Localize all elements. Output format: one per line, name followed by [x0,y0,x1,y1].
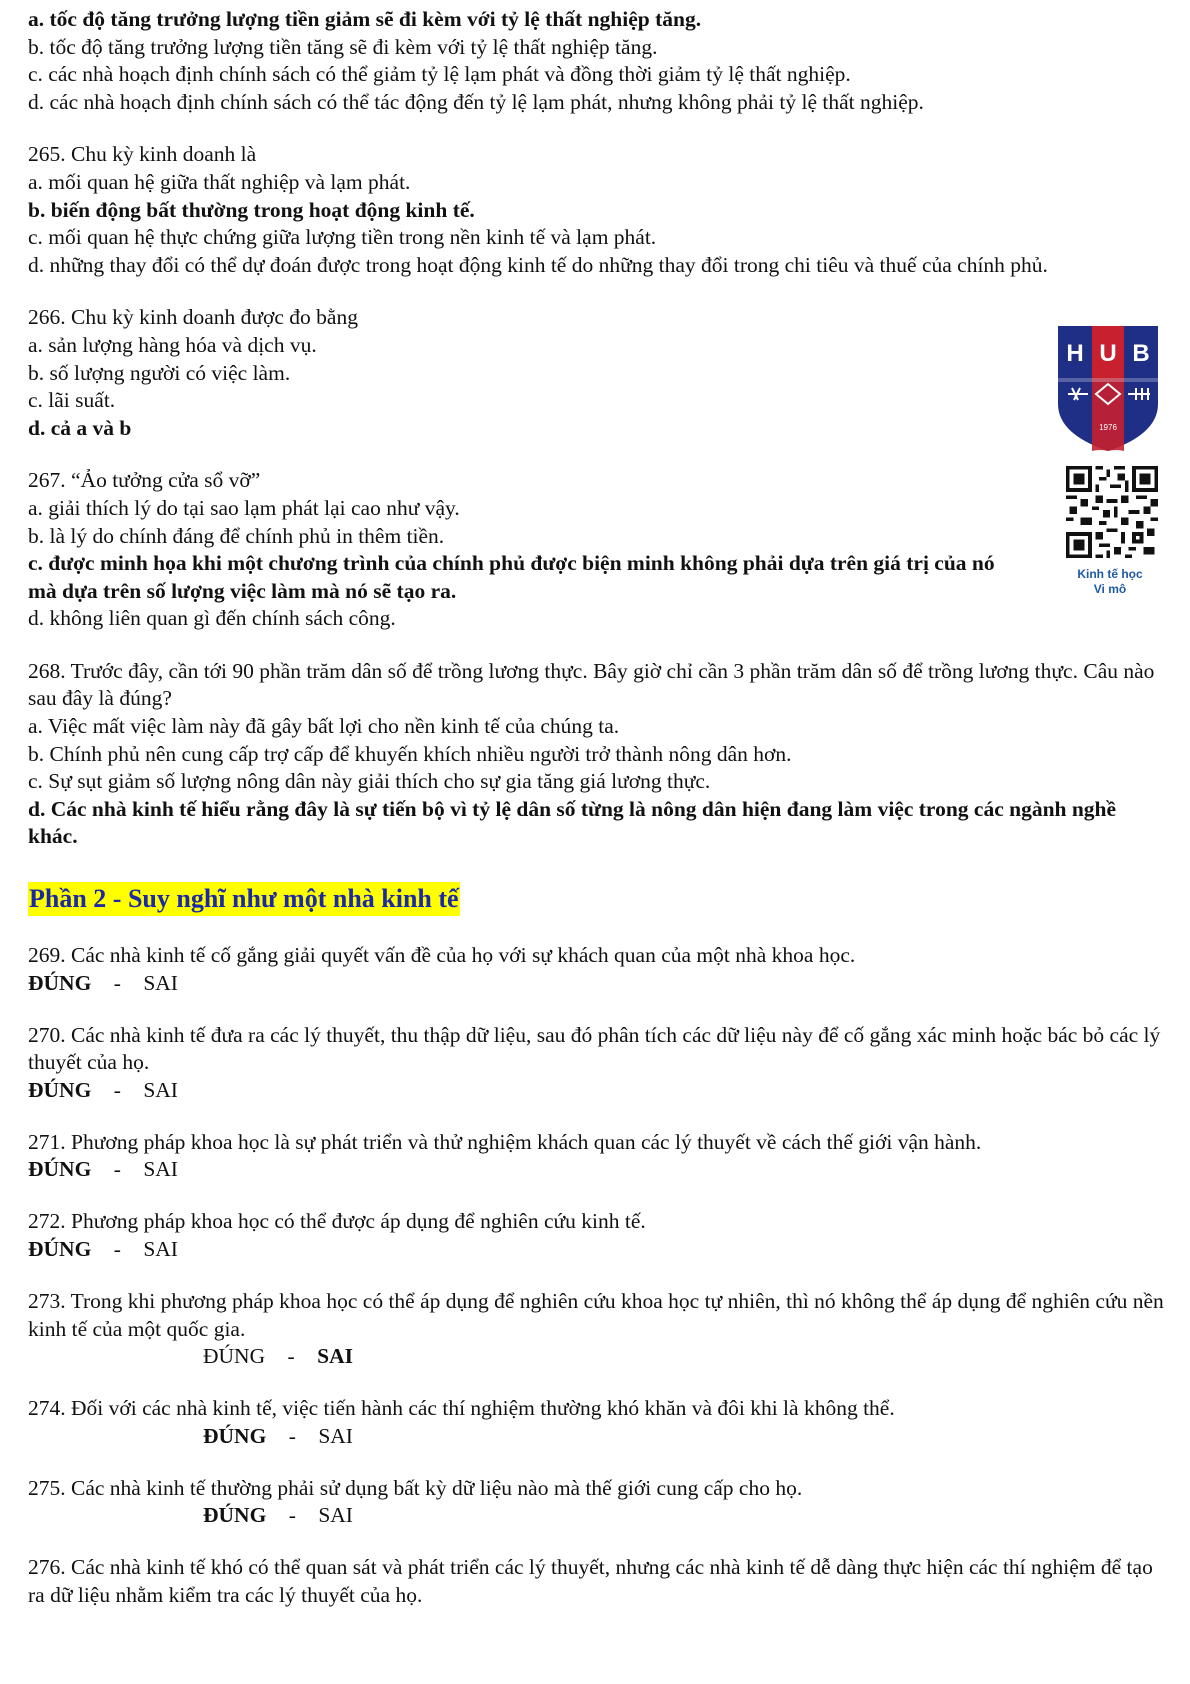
tf-answer-275 [28,1502,1168,1529]
q266-option-c: c. lãi suất. [28,388,116,413]
answer-true: ĐÚNG [203,1503,267,1528]
logo-letter-h: H [1066,340,1084,367]
tf-answer-274 [28,1423,1168,1450]
answer-false: SAI [143,1077,178,1102]
q268-option-b: b. Chính phủ nên cung cấp trợ cấp để khuyến khích nhiều người trở thành nông dân hơn. [28,741,792,766]
answer-true: ĐÚNG [28,1077,92,1102]
q265-question: 265. Chu kỳ kinh doanh là [28,142,257,167]
qr-code [1066,466,1158,558]
logo-caption-line2: Vi mô [1093,582,1127,596]
q267-option-c: c. được minh họa khi một chương trình của chính phủ được biện minh không phải dựa trên giá trị của nó mà dựa trên số lượng việc làm mà nó sẽ tạo ra. [28,551,995,603]
answer-dash: - [113,970,121,995]
q268-question: 268. Trước đây, cần tới 90 phần trăm dân số để trồng lương thực. Bây giờ chỉ cần 3 phần trăm dân số để trồng lương thực. Câu nào sau đây là đúng? [28,658,1155,711]
q266-question: 266. Chu kỳ kinh doanh được đo bằng [28,305,358,330]
answer-dash: - [288,1503,296,1528]
tf-question-276: 276. Các nhà kinh tế khó có thể quan sát và phát triển các lý thuyết, nhưng các nhà kinh tế dễ dàng thực hiện các thí nghiệm để tạo ra dữ liệu nhằm kiểm tra các lý thuyết của họ. [28,1555,1153,1607]
q267-option-b: b. là lý do chính đáng để chính phủ in thêm tiền. [28,523,445,548]
q264-option-a: a. tốc độ tăng trưởng lượng tiền giảm sẽ đi kèm với tỷ lệ thất nghiệp tăng. [28,7,702,31]
tf-question-269: 269. Các nhà kinh tế cố gắng giải quyết vấn đề của họ với sự khách quan của một nhà khoa học. [28,943,856,968]
logo-caption-line1: Kinh tế học [1077,567,1143,581]
answer-dash: - [113,1157,121,1182]
answer-true: ĐÚNG [28,970,92,995]
q268-option-a: a. Việc mất việc làm này đã gây bất lợi cho nền kinh tế của chúng ta. [28,714,620,739]
answer-false: SAI [143,970,178,995]
q267-option-a: a. giải thích lý do tại sao lạm phát lại cao như vậy. [28,495,460,520]
q266-option-b: b. số lượng người có việc làm. [28,360,291,385]
tf-answer-271 [28,1156,1168,1183]
tf-answer-272 [28,1236,1168,1263]
answer-true: ĐÚNG [203,1423,267,1448]
tf-question-270: 270. Các nhà kinh tế đưa ra các lý thuyết, thu thập dữ liệu, sau đó phân tích các dữ liệu này để cố gắng xác minh hoặc bác bỏ các lý thuyết của họ. [28,1022,1161,1075]
answer-true: ĐÚNG [203,1344,266,1369]
answer-dash: - [113,1077,121,1102]
answer-false: SAI [143,1237,178,1261]
q264-option-c: c. các nhà hoạch định chính sách có thể giảm tỷ lệ lạm phát và đồng thời giảm tỷ lệ thất nghiệp. [28,62,851,87]
tf-answer-270 [28,1077,1168,1104]
logo-letter-b: B [1132,340,1150,367]
tf-question-274: 274. Đối với các nhà kinh tế, việc tiến hành các thí nghiệm thường khó khăn và đôi khi là không thể. [28,1396,895,1421]
tf-question-272: 272. Phương pháp khoa học có thể được áp dụng để nghiên cứu kinh tế. [28,1209,646,1234]
answer-false: SAI [318,1503,353,1528]
document-body [28,6,1168,1610]
q264-option-b: b. tốc độ tăng trưởng lượng tiền tăng sẽ đi kèm với tỷ lệ thất nghiệp tăng. [28,34,658,59]
q265-option-d: d. những thay đổi có thể dự đoán được trong hoạt động kinh tế do những thay đổi trong chi tiêu và thuế của chính phủ. [28,252,1048,277]
tf-answer-273 [28,1343,1168,1370]
tf-question-273: 273. Trong khi phương pháp khoa học có thể áp dụng để nghiên cứu khoa học tự nhiên, thì nó không thể áp dụng để nghiên cứu nền kinh tế của một quốc gia. [28,1289,1164,1341]
q265-option-b: b. biến động bất thường trong hoạt động kinh tế. [28,197,475,222]
q266-option-a: a. sản lượng hàng hóa và dịch vụ. [28,332,317,357]
answer-dash: - [287,1344,295,1369]
logo-letter-u: U [1099,340,1117,367]
q267-question: 267. “Ảo tưởng cửa sổ vỡ” [28,468,261,493]
logo-year: 1976 [1099,423,1117,432]
tf-answer-269 [28,970,1168,997]
hub-logo [1058,326,1158,451]
tf-question-271: 271. Phương pháp khoa học là sự phát triển và thử nghiệm khách quan các lý thuyết về cách thế giới vận hành. [28,1129,982,1154]
q268-option-c: c. Sự sụt giảm số lượng nông dân này giải thích cho sự gia tăng giá lương thực. [28,769,711,794]
answer-true: ĐÚNG [28,1157,92,1182]
q266-option-d: d. cả a và b [28,415,132,440]
answer-dash: - [288,1423,296,1448]
q265-option-c: c. mối quan hệ thực chứng giữa lượng tiền trong nền kinh tế và lạm phát. [28,225,657,250]
answer-dash: - [113,1237,121,1261]
answer-false: SAI [143,1157,178,1182]
section-title: Phần 2 - Suy nghĩ như một nhà kinh tế [28,882,460,916]
answer-false: SAI [318,1423,353,1448]
q264-option-d: d. các nhà hoạch định chính sách có thể tác động đến tỷ lệ lạm phát, nhưng không phải tỷ lệ thất nghiệp. [28,89,924,114]
answer-true: ĐÚNG [28,1237,92,1261]
answer-false: SAI [317,1344,353,1369]
q267-option-d: d. không liên quan gì đến chính sách công. [28,606,396,631]
logo-caption [1040,567,1180,597]
q265-option-a: a. mối quan hệ giữa thất nghiệp và lạm phát. [28,169,411,194]
q268-option-d: d. Các nhà kinh tế hiểu rằng đây là sự tiến bộ vì tỷ lệ dân số từng là nông dân hiện đang làm việc trong các ngành nghề khác. [28,796,1117,849]
tf-question-275: 275. Các nhà kinh tế thường phải sử dụng bất kỳ dữ liệu nào mà thế giới cung cấp cho họ. [28,1475,803,1500]
